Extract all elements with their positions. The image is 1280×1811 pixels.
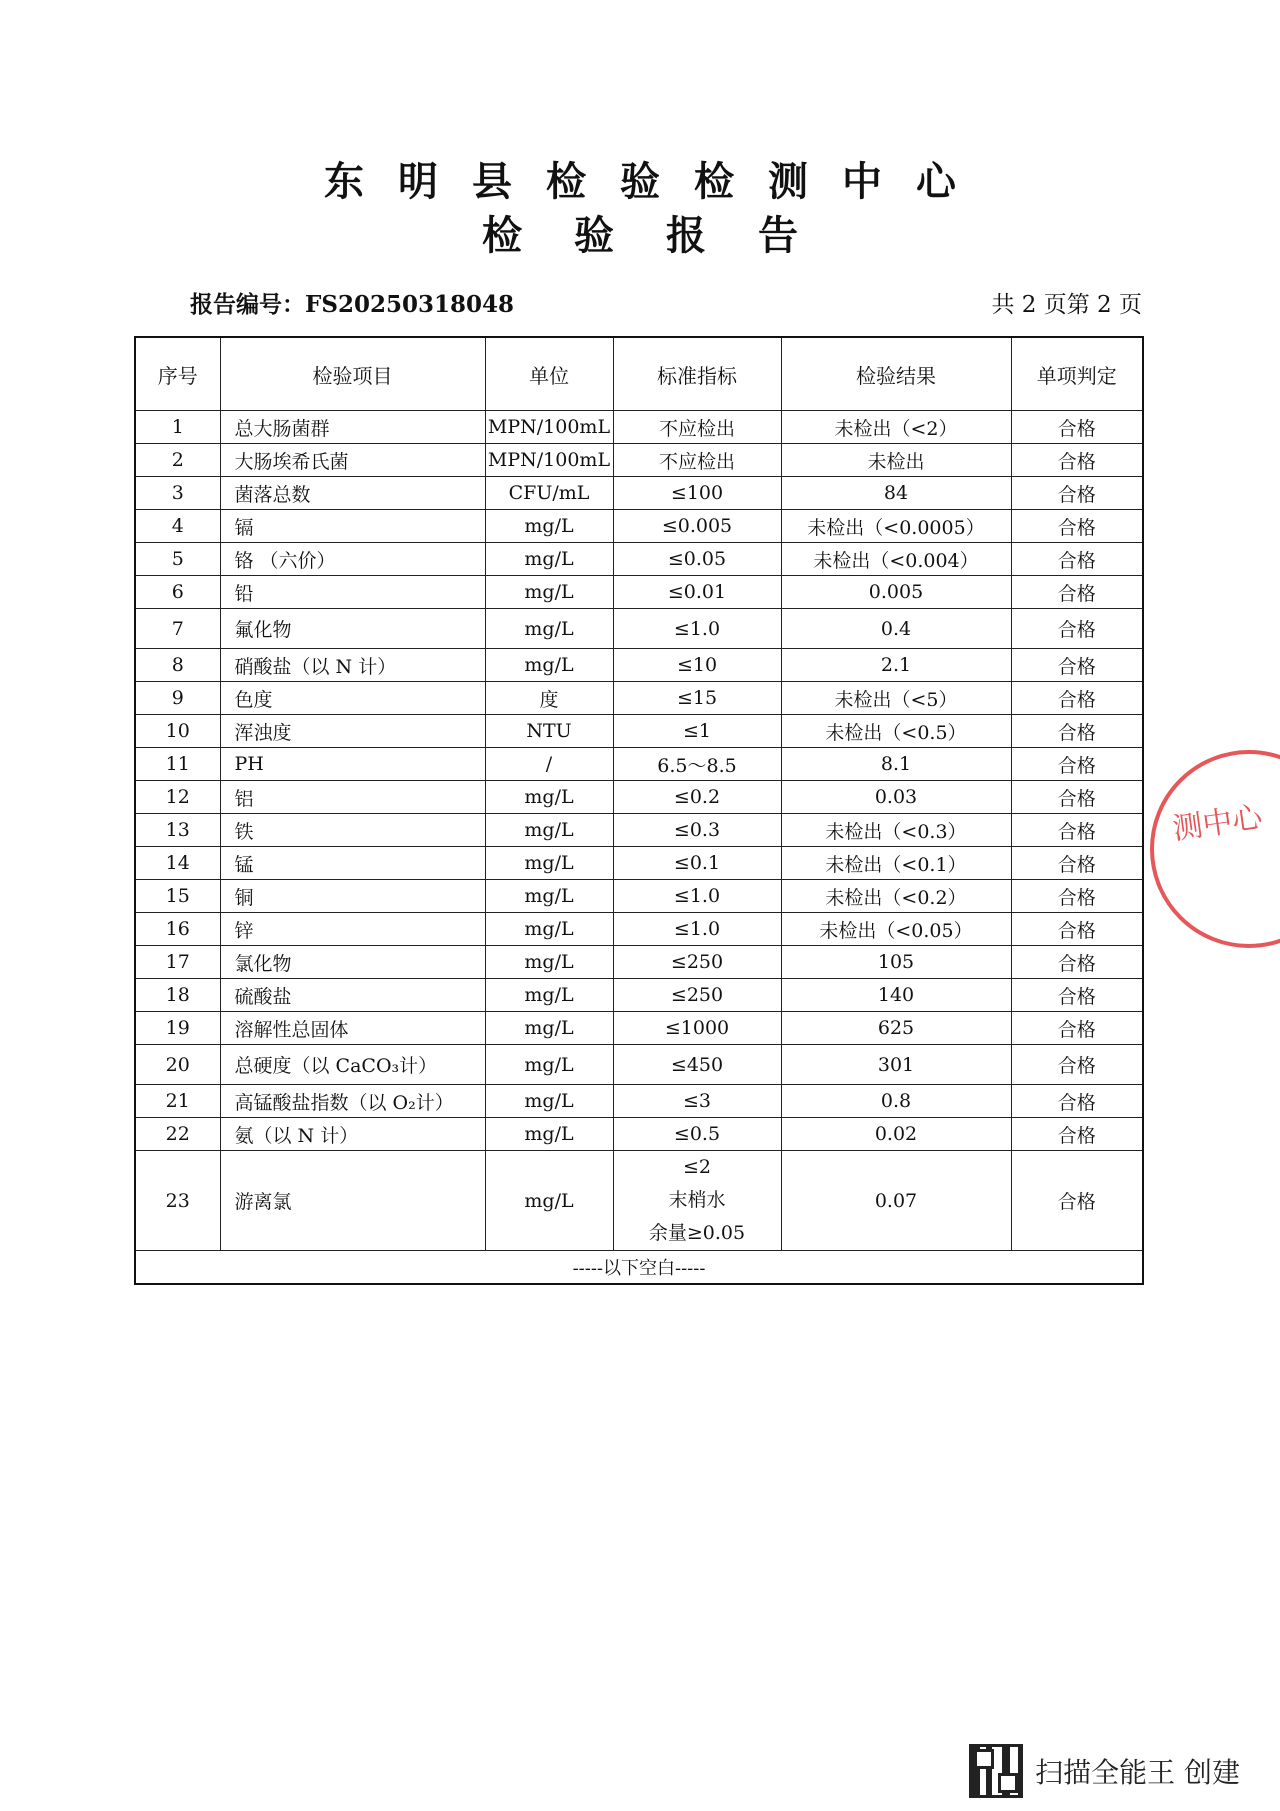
- cell-verdict: 合格: [1011, 715, 1143, 748]
- cell-no: 13: [135, 814, 220, 847]
- cell-no: 15: [135, 880, 220, 913]
- cell-item: 总大肠菌群: [220, 411, 485, 444]
- cell-result: 301: [781, 1045, 1011, 1085]
- cell-verdict: 合格: [1011, 913, 1143, 946]
- cell-item: 硫酸盐: [220, 979, 485, 1012]
- cell-std: ≤250: [613, 979, 781, 1012]
- results-table: [134, 336, 1144, 1285]
- cell-item: PH: [220, 748, 485, 781]
- cell-verdict: 合格: [1011, 1045, 1143, 1085]
- cell-verdict: 合格: [1011, 1151, 1143, 1251]
- page-info: 共 2 页第 2 页: [991, 292, 1142, 318]
- cell-result: 未检出（<2）: [781, 411, 1011, 444]
- cell-no: 11: [135, 748, 220, 781]
- cell-unit: mg/L: [485, 946, 613, 979]
- cell-verdict: 合格: [1011, 1085, 1143, 1118]
- cell-item: 色度: [220, 682, 485, 715]
- cell-item: 氨（以 N 计）: [220, 1118, 485, 1151]
- cell-result: 0.03: [781, 781, 1011, 814]
- cell-verdict: 合格: [1011, 576, 1143, 609]
- column-header: 标准指标: [613, 337, 781, 411]
- cell-item: 大肠埃希氏菌: [220, 444, 485, 477]
- cell-unit: mg/L: [485, 510, 613, 543]
- table-row: [135, 979, 1143, 1012]
- cell-no: 6: [135, 576, 220, 609]
- cell-std: ≤450: [613, 1045, 781, 1085]
- cell-verdict: 合格: [1011, 1012, 1143, 1045]
- cell-unit: /: [485, 748, 613, 781]
- cell-unit: mg/L: [485, 1151, 613, 1251]
- cell-unit: mg/L: [485, 979, 613, 1012]
- cell-verdict: 合格: [1011, 814, 1143, 847]
- cell-std: ≤10: [613, 649, 781, 682]
- cell-item: 锰: [220, 847, 485, 880]
- cell-item: 溶解性总固体: [220, 1012, 485, 1045]
- cell-unit: mg/L: [485, 880, 613, 913]
- cell-verdict: 合格: [1011, 979, 1143, 1012]
- cell-result: 0.07: [781, 1151, 1011, 1251]
- cell-item: 铝: [220, 781, 485, 814]
- table-row: [135, 444, 1143, 477]
- table-footer-row: [135, 1251, 1143, 1285]
- cell-std: ≤3: [613, 1085, 781, 1118]
- cell-no: 18: [135, 979, 220, 1012]
- cell-no: 3: [135, 477, 220, 510]
- cell-verdict: 合格: [1011, 543, 1143, 576]
- cell-unit: mg/L: [485, 814, 613, 847]
- table-row: [135, 946, 1143, 979]
- cell-std: ≤1000: [613, 1012, 781, 1045]
- cell-unit: mg/L: [485, 1118, 613, 1151]
- cell-result: 未检出: [781, 444, 1011, 477]
- cell-unit: mg/L: [485, 543, 613, 576]
- cell-item: 铜: [220, 880, 485, 913]
- std-line: 余量≥0.05: [648, 1222, 746, 1244]
- blank-below-note: -----以下空白-----: [135, 1251, 1143, 1285]
- cell-verdict: 合格: [1011, 748, 1143, 781]
- cell-no: 21: [135, 1085, 220, 1118]
- column-header: 序号: [135, 337, 220, 411]
- table-row: [135, 814, 1143, 847]
- cell-item: 高锰酸盐指数（以 O₂计）: [220, 1085, 485, 1118]
- cell-std: ≤100: [613, 477, 781, 510]
- table-row: [135, 411, 1143, 444]
- table-row: [135, 682, 1143, 715]
- cell-result: 625: [781, 1012, 1011, 1045]
- cell-verdict: 合格: [1011, 477, 1143, 510]
- cell-verdict: 合格: [1011, 682, 1143, 715]
- cell-no: 10: [135, 715, 220, 748]
- cell-verdict: 合格: [1011, 649, 1143, 682]
- cell-result: 0.02: [781, 1118, 1011, 1151]
- cell-unit: mg/L: [485, 576, 613, 609]
- cell-item: 氯化物: [220, 946, 485, 979]
- table-row: [135, 1118, 1143, 1151]
- cell-no: 2: [135, 444, 220, 477]
- std-line: 末梢水: [668, 1189, 726, 1211]
- cell-std: ≤0.3: [613, 814, 781, 847]
- scanner-watermark: [969, 1744, 1240, 1798]
- table-row: [135, 913, 1143, 946]
- cell-verdict: 合格: [1011, 781, 1143, 814]
- table-row: [135, 880, 1143, 913]
- std-line: ≤2: [682, 1156, 711, 1178]
- cell-result: 0.8: [781, 1085, 1011, 1118]
- table-row: [135, 781, 1143, 814]
- cell-verdict: 合格: [1011, 880, 1143, 913]
- cell-result: 8.1: [781, 748, 1011, 781]
- cell-std: 不应检出: [613, 444, 781, 477]
- cell-unit: CFU/mL: [485, 477, 613, 510]
- table-row: [135, 1085, 1143, 1118]
- cell-unit: mg/L: [485, 1012, 613, 1045]
- cell-item: 铬 （六价）: [220, 543, 485, 576]
- cell-no: 5: [135, 543, 220, 576]
- cell-no: 19: [135, 1012, 220, 1045]
- cell-result: 未检出（<0.3）: [781, 814, 1011, 847]
- cell-verdict: 合格: [1011, 847, 1143, 880]
- cell-std: ≤1.0: [613, 913, 781, 946]
- cell-verdict: 合格: [1011, 609, 1143, 649]
- cell-no: 12: [135, 781, 220, 814]
- cell-item: 总硬度（以 CaCO₃计）: [220, 1045, 485, 1085]
- table-row: [135, 576, 1143, 609]
- cell-unit: NTU: [485, 715, 613, 748]
- cell-item: 镉: [220, 510, 485, 543]
- table-row: [135, 649, 1143, 682]
- cell-std: [613, 1151, 781, 1251]
- watermark-text: 扫描全能王 创建: [1035, 1756, 1240, 1789]
- cell-unit: mg/L: [485, 1085, 613, 1118]
- cell-item: 菌落总数: [220, 477, 485, 510]
- cell-item: 游离氯: [220, 1151, 485, 1251]
- cell-std: 不应检出: [613, 411, 781, 444]
- cell-no: 1: [135, 411, 220, 444]
- cell-std: 6.5～8.5: [613, 748, 781, 781]
- cell-unit: mg/L: [485, 847, 613, 880]
- table-row: [135, 543, 1143, 576]
- cell-result: 84: [781, 477, 1011, 510]
- cell-unit: MPN/100mL: [485, 444, 613, 477]
- cell-std: ≤1.0: [613, 609, 781, 649]
- cell-no: 4: [135, 510, 220, 543]
- seal-text: 测中心: [1170, 799, 1265, 848]
- seal-ring: [1150, 750, 1280, 948]
- report-number: 报告编号：FS20250318048: [190, 291, 514, 318]
- table-row: [135, 609, 1143, 649]
- cell-std: ≤1.0: [613, 880, 781, 913]
- cell-result: 未检出（<0.1）: [781, 847, 1011, 880]
- table-row: [135, 1012, 1143, 1045]
- cell-no: 22: [135, 1118, 220, 1151]
- cell-item: 浑浊度: [220, 715, 485, 748]
- cell-std: ≤0.005: [613, 510, 781, 543]
- cell-verdict: 合格: [1011, 1118, 1143, 1151]
- cell-result: 2.1: [781, 649, 1011, 682]
- cell-unit: mg/L: [485, 609, 613, 649]
- cell-no: 23: [135, 1151, 220, 1251]
- cell-result: 140: [781, 979, 1011, 1012]
- cell-no: 14: [135, 847, 220, 880]
- cell-std: ≤0.01: [613, 576, 781, 609]
- report-title-line2: 检验报告: [482, 213, 850, 259]
- cell-std: ≤0.2: [613, 781, 781, 814]
- cell-result: 未检出（<0.5）: [781, 715, 1011, 748]
- cell-no: 20: [135, 1045, 220, 1085]
- official-seal: [1150, 740, 1280, 960]
- cell-verdict: 合格: [1011, 946, 1143, 979]
- cell-result: 未检出（<0.004）: [781, 543, 1011, 576]
- column-header: 检验项目: [220, 337, 485, 411]
- cell-item: 硝酸盐（以 N 计）: [220, 649, 485, 682]
- cell-item: 氟化物: [220, 609, 485, 649]
- cell-no: 16: [135, 913, 220, 946]
- cell-no: 17: [135, 946, 220, 979]
- cell-std: ≤0.05: [613, 543, 781, 576]
- cell-item: 铁: [220, 814, 485, 847]
- cell-no: 7: [135, 609, 220, 649]
- cell-result: 0.005: [781, 576, 1011, 609]
- cell-std: ≤0.5: [613, 1118, 781, 1151]
- cell-no: 9: [135, 682, 220, 715]
- qr-code-icon: [969, 1744, 1023, 1798]
- table-row: [135, 510, 1143, 543]
- table-row: [135, 1045, 1143, 1085]
- cell-std: ≤0.1: [613, 847, 781, 880]
- table-row: [135, 1151, 1143, 1251]
- cell-result: 未检出（<0.05）: [781, 913, 1011, 946]
- cell-unit: MPN/100mL: [485, 411, 613, 444]
- cell-verdict: 合格: [1011, 510, 1143, 543]
- table-row: [135, 847, 1143, 880]
- column-header: 单项判定: [1011, 337, 1143, 411]
- report-title-line1: 东明县检验检测中心: [324, 159, 990, 205]
- cell-unit: mg/L: [485, 1045, 613, 1085]
- cell-unit: mg/L: [485, 649, 613, 682]
- column-header: 检验结果: [781, 337, 1011, 411]
- cell-item: 铅: [220, 576, 485, 609]
- cell-item: 锌: [220, 913, 485, 946]
- cell-result: 未检出（<5）: [781, 682, 1011, 715]
- cell-result: 0.4: [781, 609, 1011, 649]
- cell-std: ≤15: [613, 682, 781, 715]
- cell-std: ≤1: [613, 715, 781, 748]
- cell-std: ≤250: [613, 946, 781, 979]
- cell-result: 105: [781, 946, 1011, 979]
- cell-verdict: 合格: [1011, 411, 1143, 444]
- column-header: 单位: [485, 337, 613, 411]
- cell-verdict: 合格: [1011, 444, 1143, 477]
- table-row: [135, 748, 1143, 781]
- cell-unit: mg/L: [485, 913, 613, 946]
- table-row: [135, 477, 1143, 510]
- cell-unit: 度: [485, 682, 613, 715]
- table-row: [135, 715, 1143, 748]
- table-header-row: [135, 337, 1143, 411]
- cell-result: 未检出（<0.2）: [781, 880, 1011, 913]
- cell-unit: mg/L: [485, 781, 613, 814]
- cell-no: 8: [135, 649, 220, 682]
- cell-result: 未检出（<0.0005）: [781, 510, 1011, 543]
